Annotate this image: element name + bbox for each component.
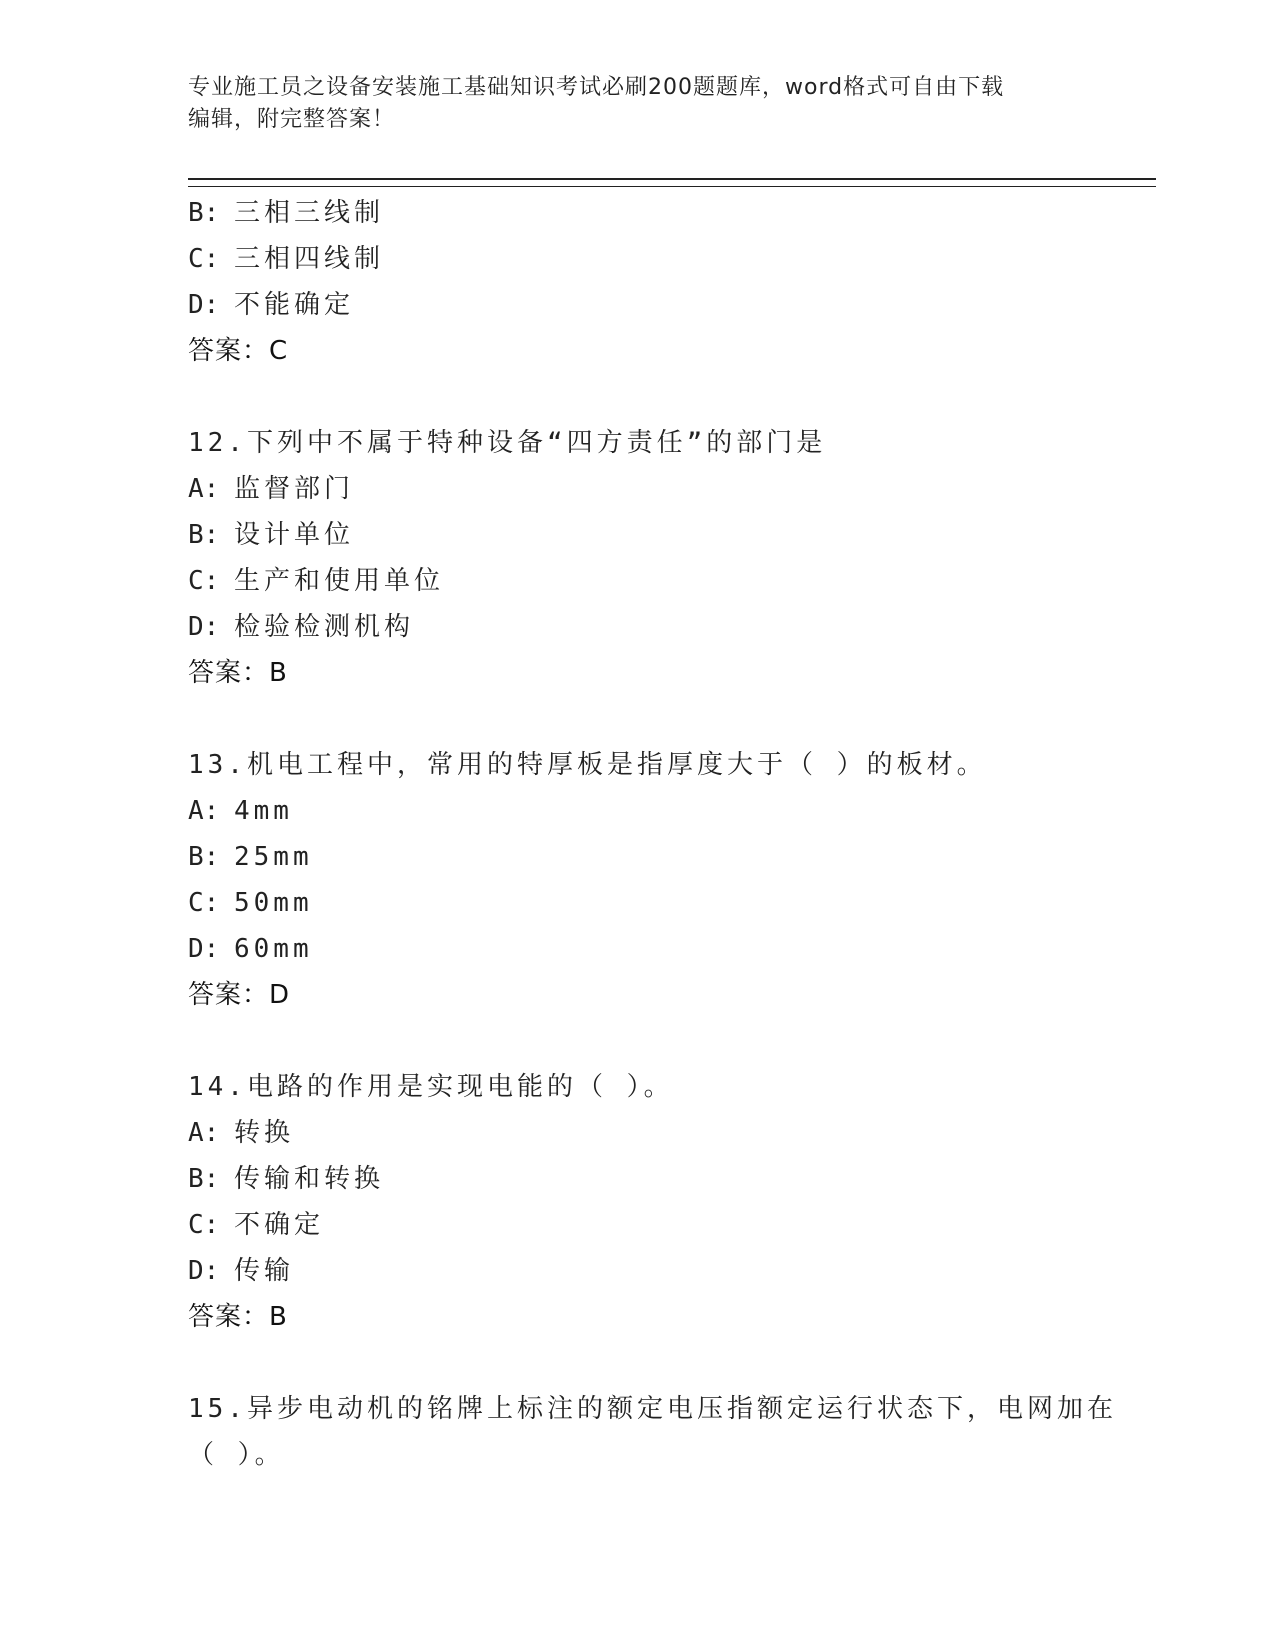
option-label: C: xyxy=(188,888,220,918)
option-text: 60mm xyxy=(234,934,313,964)
answer-text: 答案：D xyxy=(188,980,291,1010)
option-b xyxy=(188,1156,1156,1202)
option-label: C: xyxy=(188,1210,220,1240)
option-label: A: xyxy=(188,474,220,504)
option-label: B: xyxy=(188,1164,220,1194)
option-text: 传输和转换 xyxy=(234,1164,385,1194)
option-label: B: xyxy=(188,520,220,550)
option-text: 传输 xyxy=(234,1256,295,1286)
question-title: 12.下列中不属于特种设备“四方责任”的部门是 xyxy=(188,428,827,458)
option-c xyxy=(188,558,1156,604)
option-text: 50mm xyxy=(234,888,313,918)
option-label: C: xyxy=(188,244,220,274)
option-b xyxy=(188,512,1156,558)
option-label: A: xyxy=(188,1118,220,1148)
option-label: D: xyxy=(188,934,220,964)
option-d xyxy=(188,926,1156,972)
option-text: 转换 xyxy=(234,1118,295,1148)
option-d xyxy=(188,1248,1156,1294)
question-list xyxy=(188,190,1156,1478)
answer-text: 答案：B xyxy=(188,1302,288,1332)
option-label: B: xyxy=(188,198,220,228)
option-text: 监督部门 xyxy=(234,474,355,504)
option-text: 不确定 xyxy=(234,1210,325,1240)
option-d xyxy=(188,604,1156,650)
option-text: 不能确定 xyxy=(234,290,355,320)
option-text: 生产和使用单位 xyxy=(234,566,445,596)
option-a xyxy=(188,788,1156,834)
option-label: D: xyxy=(188,1256,220,1286)
option-a xyxy=(188,466,1156,512)
spacer xyxy=(188,696,1156,742)
header-title-line-2: 编辑，附完整答案！ xyxy=(188,107,396,132)
answer-text: 答案：B xyxy=(188,658,288,688)
question-11 xyxy=(188,190,1156,374)
option-label: B: xyxy=(188,842,220,872)
question-13 xyxy=(188,742,1156,1018)
answer-text: 答案：C xyxy=(188,336,289,366)
question-15 xyxy=(188,1386,1156,1478)
question-title: 14.电路的作用是实现电能的（ ）。 xyxy=(188,1072,674,1102)
option-label: D: xyxy=(188,290,220,320)
spacer xyxy=(188,374,1156,420)
option-label: C: xyxy=(188,566,220,596)
page-header xyxy=(188,72,1088,136)
option-text: 检验检测机构 xyxy=(234,612,415,642)
option-label: A: xyxy=(188,796,220,826)
spacer xyxy=(188,1340,1156,1386)
question-title-line-2: （ ）。 xyxy=(188,1440,285,1470)
option-text: 设计单位 xyxy=(234,520,355,550)
option-d xyxy=(188,282,1156,328)
header-title-line-1: 专业施工员之设备安装施工基础知识考试必刷200题题库，word格式可自由下载 xyxy=(188,75,1005,100)
option-text: 25mm xyxy=(234,842,313,872)
option-text: 三相三线制 xyxy=(234,198,385,228)
option-c xyxy=(188,1202,1156,1248)
header-divider xyxy=(188,178,1156,187)
question-12 xyxy=(188,420,1156,696)
option-text: 三相四线制 xyxy=(234,244,385,274)
question-14 xyxy=(188,1064,1156,1340)
spacer xyxy=(188,1018,1156,1064)
option-a xyxy=(188,1110,1156,1156)
option-c xyxy=(188,236,1156,282)
option-b xyxy=(188,190,1156,236)
option-c xyxy=(188,880,1156,926)
question-title: 13.机电工程中，常用的特厚板是指厚度大于（ ）的板材。 xyxy=(188,750,987,780)
option-b xyxy=(188,834,1156,880)
option-text: 4mm xyxy=(234,796,293,826)
question-title-line-1: 15.异步电动机的铭牌上标注的额定电压指额定运行状态下，电网加在 xyxy=(188,1394,1117,1424)
option-label: D: xyxy=(188,612,220,642)
